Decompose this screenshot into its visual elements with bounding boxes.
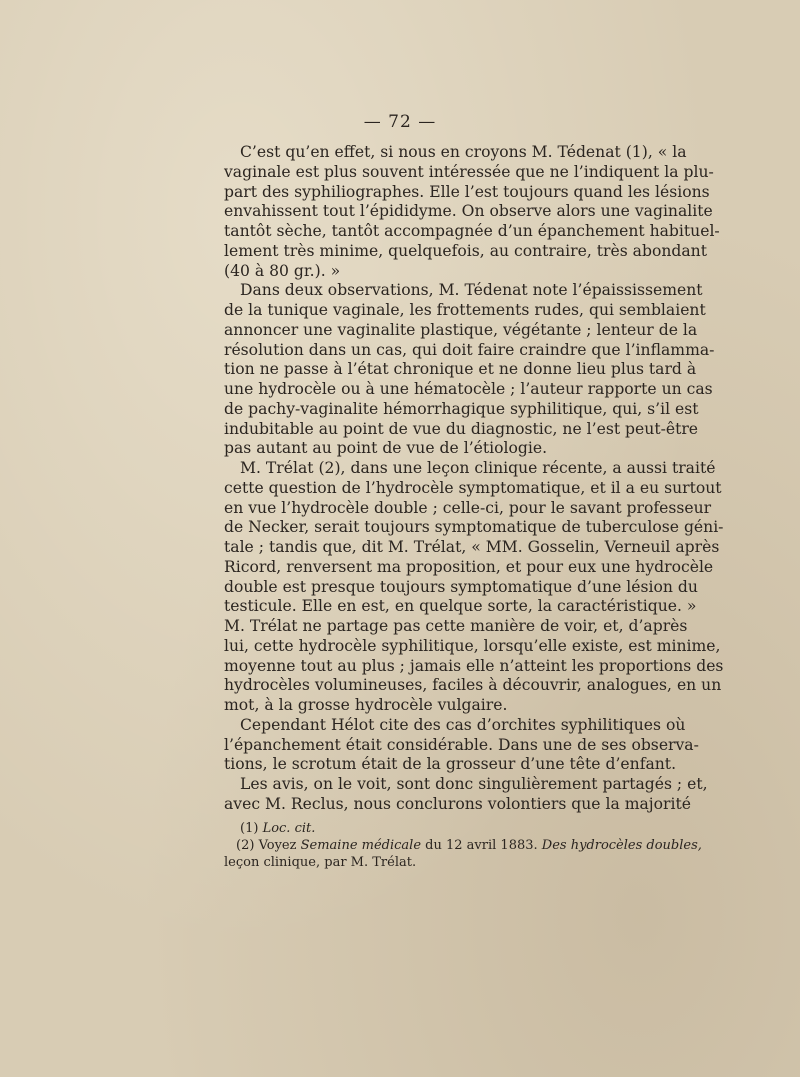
- text-line: l’épanchement était considérable. Dans une de ses observa-: [224, 735, 699, 754]
- text-line: lement très minime, quelquefois, au contraire, très abondant: [224, 241, 707, 260]
- text-line: Cependant Hélot cite des cas d’orchites syphilitiques où: [240, 715, 686, 734]
- text-line: Dans deux observations, M. Tédenat note l’épaississement: [240, 281, 703, 300]
- text-line: lui, cette hydrocèle syphilitique, lorsqu’elle existe, est minime,: [224, 636, 721, 655]
- text-line: M. Trélat ne partage pas cette manière de voir, et, d’après: [224, 617, 688, 635]
- footnote-1: [224, 820, 664, 837]
- text-line: de la tunique vaginale, les frottements rudes, qui semblaient: [224, 301, 706, 319]
- text-line: testicule. Elle en est, en quelque sorte, la caractéristique. »: [224, 597, 697, 616]
- footnote-text: Loc. cit.: [262, 821, 316, 836]
- text-line: tions, le scrotum était de la grosseur d’une tête d’enfant.: [224, 755, 677, 774]
- text-line: résolution dans un cas, qui doit faire craindre que l’inflamma-: [224, 340, 715, 359]
- text-line: part des syphiliographes. Elle l’est toujours quand les lésions: [224, 182, 710, 201]
- text-line: annoncer une vaginalite plastique, végétante ; lenteur de la: [224, 320, 698, 339]
- page-number: — 72 —: [363, 112, 437, 132]
- text-line: tantôt sèche, tantôt accompagnée d’un épanchement habituel-: [224, 222, 720, 240]
- footnote-text: du 12 avril 1883.: [421, 838, 542, 853]
- body-text: [224, 143, 724, 815]
- paragraph: [224, 281, 715, 459]
- text-line: vaginale est plus souvent intéressée que ne l’indiquent la plu-: [224, 162, 714, 181]
- footnotes: [224, 820, 702, 871]
- text-line: cette question de l’hydrocèle symptomatique, et il a eu surtout: [224, 478, 722, 497]
- footnote-marker: (2): [236, 838, 255, 853]
- article-title: Des hydrocèles doubles,: [541, 838, 702, 853]
- journal-title: Semaine médicale: [300, 838, 422, 853]
- text-line: une hydrocèle ou à une hématocèle ; l’auteur rapporte un cas: [224, 380, 713, 398]
- text-line: envahissent tout l’épididyme. On observe alors une vaginalite: [224, 202, 713, 221]
- text-line: de Necker, serait toujours symptomatique de tuberculose géni-: [224, 518, 724, 537]
- text-line: hydrocèles volumineuses, faciles à découvrir, analogues, en un: [224, 676, 722, 695]
- paragraph: [224, 459, 724, 716]
- footnote-2-continuation: leçon clinique, par M. Trélat.: [224, 855, 417, 870]
- paragraph: [224, 775, 708, 815]
- text-line: de pachy-vaginalite hémorrhagique syphilitique, qui, s’il est: [224, 399, 699, 418]
- text-line: tion ne passe à l’état chronique et ne donne lieu plus tard à: [224, 360, 697, 379]
- text-line: M. Trélat (2), dans une leçon clinique récente, a aussi traité: [240, 459, 716, 477]
- text-line: moyenne tout au plus ; jamais elle n’atteint les proportions des: [224, 656, 724, 675]
- text-line: mot, à la grosse hydrocèle vulgaire.: [224, 696, 508, 714]
- footnote-2: [224, 837, 702, 854]
- text-line: avec M. Reclus, nous conclurons volontiers que la majorité: [224, 794, 691, 813]
- paragraph: [224, 143, 720, 281]
- text-line: (40 à 80 gr.). »: [224, 261, 341, 280]
- text-line: double est presque toujours symptomatique d’une lésion du: [224, 577, 698, 596]
- footnote-marker: (1): [240, 821, 259, 836]
- text-line: tale ; tandis que, dit M. Trélat, « MM. Gosselin, Verneuil après: [224, 538, 720, 556]
- text-line: Ricord, renversent ma proposition, et pour eux une hydrocèle: [224, 557, 714, 576]
- paragraph: [224, 715, 699, 775]
- text-line: Les avis, on le voit, sont donc singulièrement partagés ; et,: [240, 775, 708, 793]
- text-line: pas autant au point de vue de l’étiologie.: [224, 439, 548, 458]
- text-line: C’est qu’en effet, si nous en croyons M. Tédenat (1), « la: [240, 143, 687, 161]
- text-line: indubitable au point de vue du diagnostic, ne l’est peut-être: [224, 419, 699, 438]
- text-line: en vue l’hydrocèle double ; celle-ci, pour le savant professeur: [224, 498, 712, 517]
- footnote-text: Voyez: [258, 838, 301, 853]
